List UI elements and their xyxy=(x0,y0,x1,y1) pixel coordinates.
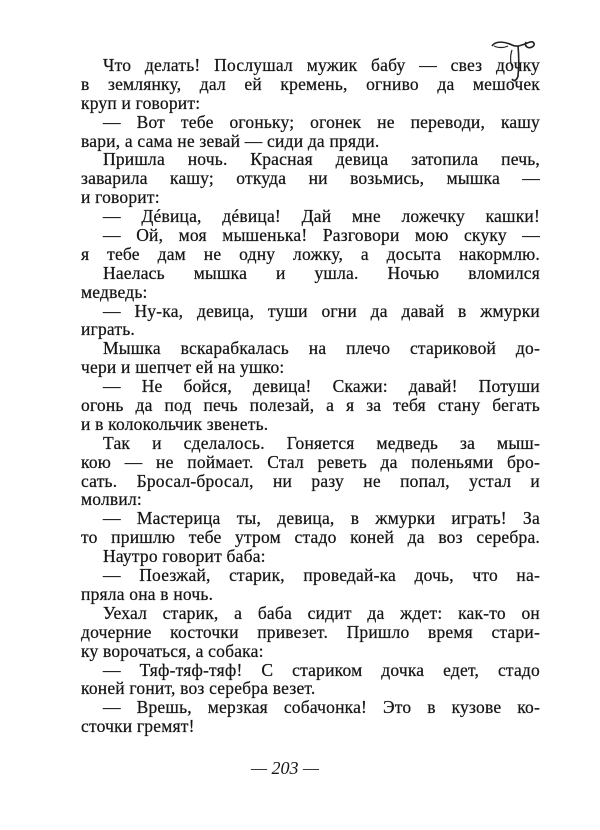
text-line: то пришлю тебе утром стадо коней да воз серебра. xyxy=(81,527,540,548)
text-line: ку ворочаться, а собака: xyxy=(81,640,264,661)
text-line: — Дéвица, дéвица! Дай мне ложечку кашки! xyxy=(103,206,540,227)
text-line: кою — не поймает. Стал реветь да поленьями бро- xyxy=(81,451,540,472)
text-line: медведь: xyxy=(81,281,148,302)
page-text xyxy=(81,56,540,736)
text-line: — Не бойся, девица! Скажи: давай! Потуши xyxy=(103,376,540,397)
text-line: огонь да под печь полезай, а я за тебя стану бегать xyxy=(81,395,540,416)
text-line: пряла она в ночь. xyxy=(81,583,214,604)
text-line: Так и сделалось. Гоняется медведь за мыш- xyxy=(103,432,540,453)
text-line: — Поезжай, старик, проведай-ка дочь, что на- xyxy=(103,565,540,586)
text-line: я тебе дам не одну ложку, а досыта накормлю. xyxy=(81,243,540,264)
text-line: дочерние косточки привезет. Пришло время стари- xyxy=(81,621,540,642)
text-line: Мышка вскарабкалась на плечо стариковой до- xyxy=(103,338,540,359)
text-line: — Тяф-тяф-тяф! С стариком дочка едет, стадо xyxy=(103,659,540,680)
text-line: Наелась мышка и ушла. Ночью вломился xyxy=(103,262,540,283)
text-line: — Мастерица ты, девица, в жмурки играть! За xyxy=(103,508,540,529)
text-line: и говорит: xyxy=(81,187,160,208)
text-line: — Ой, моя мышенька! Разговори мою скуку — xyxy=(103,225,540,246)
text-line: Уехал старик, а баба сидит да ждет: как-то он xyxy=(103,602,540,623)
text-line: — Ну-ка, девица, туши огни да давай в жмурки xyxy=(103,300,540,321)
text-line: Наутро говорит баба: xyxy=(103,546,266,567)
text-line: вари, а сама не зевай — сиди да пряди. xyxy=(81,130,380,151)
text-line: круп и говорит: xyxy=(81,92,201,113)
text-line: коней гонит, воз серебра везет. xyxy=(81,678,316,699)
text-line: играть. xyxy=(81,319,136,340)
page-number: — 203 — xyxy=(250,758,319,778)
text-line: — Врешь, мерзкая собачонка! Это в кузове ко- xyxy=(103,697,540,718)
text-line: и в колокольчик звенеть. xyxy=(81,413,269,434)
text-line: молвил: xyxy=(81,489,142,510)
text-line: Что делать! Послушал мужик бабу — свез дочку xyxy=(103,55,540,75)
text-line: сать. Бросал-бросал, ни разу не попал, устал и xyxy=(81,470,540,491)
text-line: — Вот тебе огоньку; огонек не переводи, кашу xyxy=(103,111,540,132)
text-line: в землянку, дал ей кремень, огниво да мешочек xyxy=(81,73,540,94)
text-line: заварила кашу; откуда ни возьмись, мышка — xyxy=(81,168,540,189)
text-line: чери и шепчет ей на ушко: xyxy=(81,357,285,378)
text-line: Пришла ночь. Красная девица затопила печь, xyxy=(103,149,540,170)
text-line: сточки гремят! xyxy=(81,716,195,737)
